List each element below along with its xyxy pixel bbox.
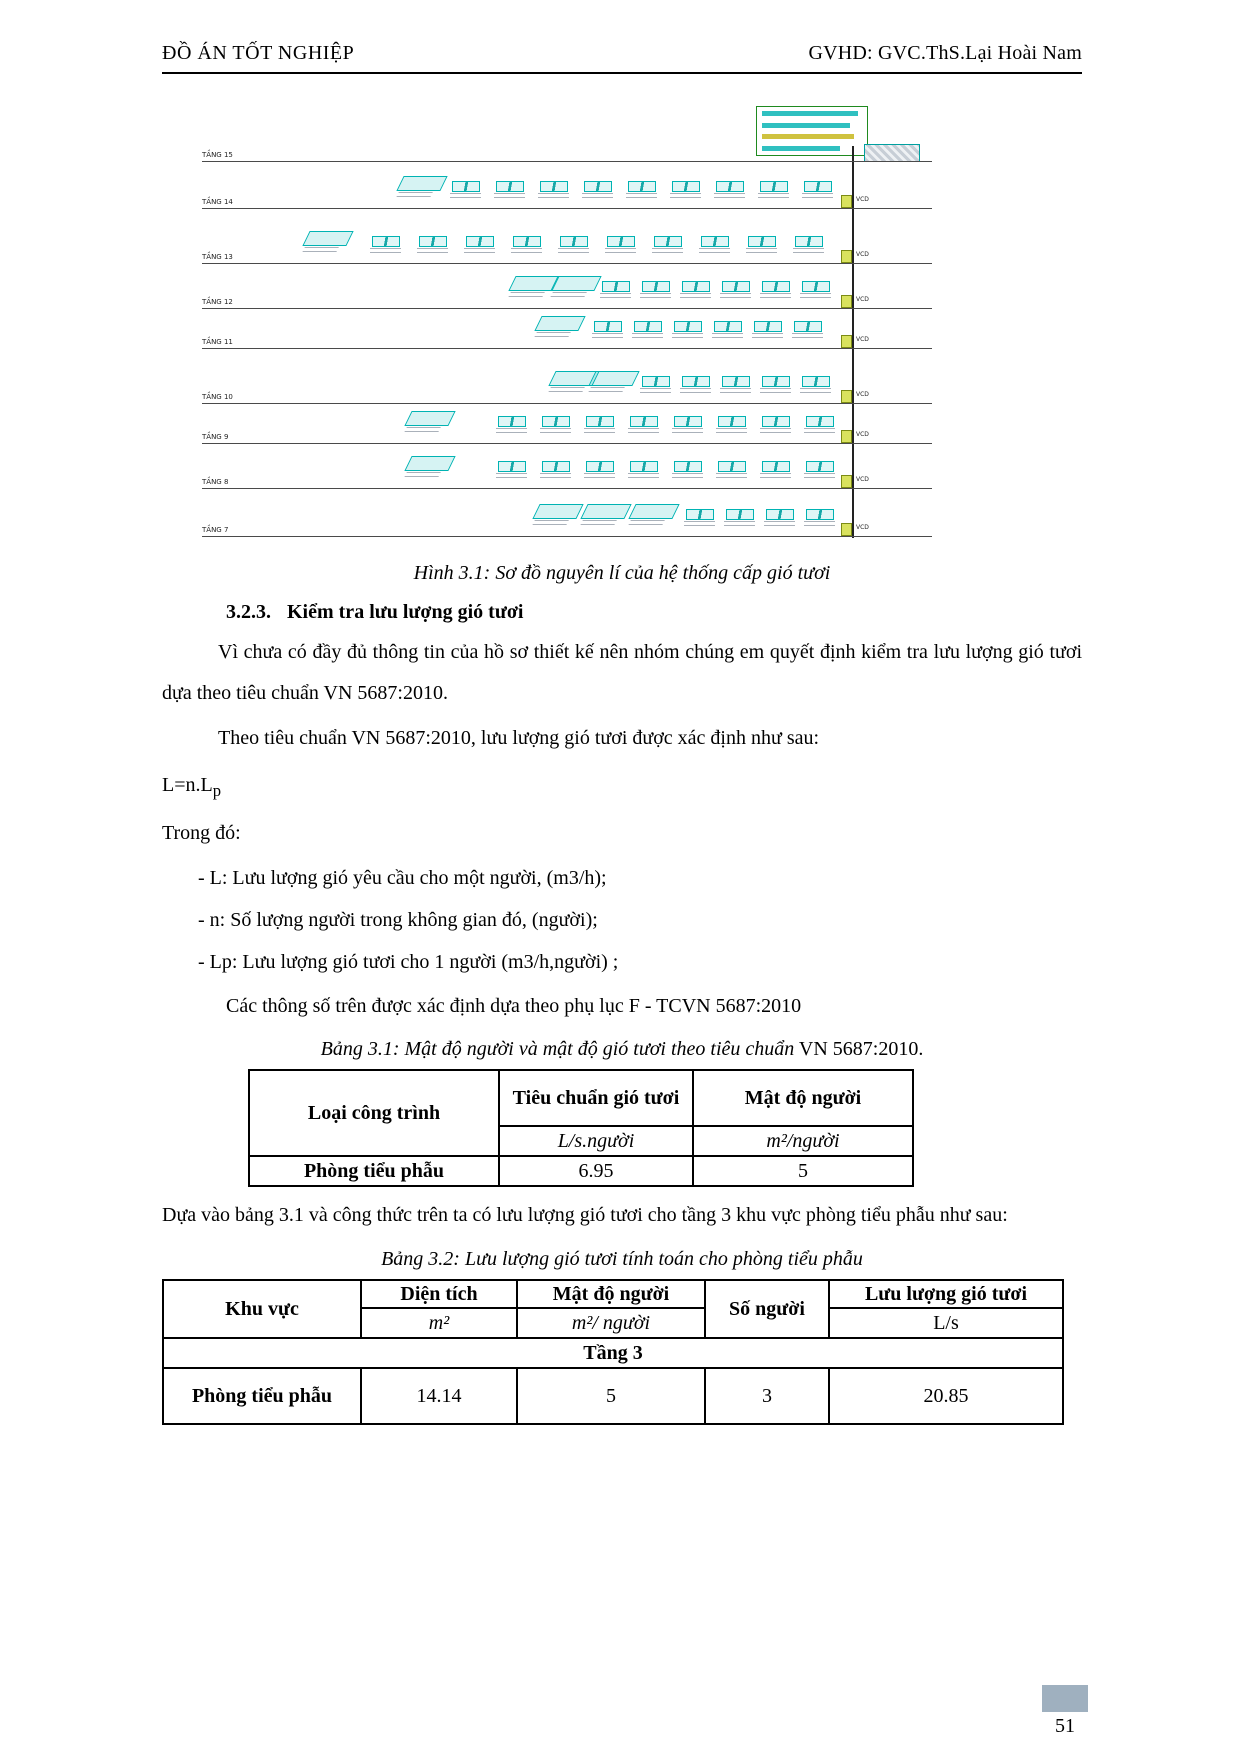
vcd-label: VCD — [856, 296, 869, 303]
vcd-damper — [841, 390, 852, 403]
vcd-damper — [841, 195, 852, 208]
vcd-damper — [841, 250, 852, 263]
indoor-unit — [466, 236, 494, 247]
schematic-diagram — [200, 106, 940, 554]
t31-unit-m2-nguoi: m²/người — [693, 1126, 913, 1156]
vcd-label: VCD — [856, 524, 869, 531]
indoor-unit — [654, 236, 682, 247]
header-advisor: GVHD: GVC.ThS.Lại Hoài Nam — [808, 42, 1082, 64]
t31-value-tieu-chuan: 6.95 — [499, 1156, 693, 1186]
indoor-unit — [674, 461, 702, 472]
indoor-unit — [634, 321, 662, 332]
vcd-damper — [841, 295, 852, 308]
indoor-unit — [714, 321, 742, 332]
t31-header-loai-cong-trinh: Loại công trình — [249, 1070, 499, 1156]
paragraph: Các thông số trên được xác định dựa theo phụ lục F - TCVN 5687:2010 — [226, 995, 802, 1018]
indoor-unit — [686, 509, 714, 520]
paragraph: Vì chưa có đầy đủ thông tin của hồ sơ thiết kế nên nhóm chúng em quyết định kiểm tra lưu lượng gió tươi dựa theo tiêu chuẩn VN 5687:2010. — [162, 641, 1082, 704]
floor-line — [202, 403, 932, 404]
indoor-unit — [682, 376, 710, 387]
indoor-unit — [748, 236, 776, 247]
floor-line — [202, 536, 932, 537]
indoor-unit — [760, 181, 788, 192]
indoor-unit — [594, 321, 622, 332]
paragraph: Trong đó: — [162, 822, 241, 845]
indoor-unit — [586, 461, 614, 472]
t32-header-luu-luong: Lưu lượng gió tươi — [829, 1280, 1063, 1308]
table-3-2 — [162, 1279, 1064, 1425]
t32-unit-dien-tich: m² — [361, 1308, 517, 1338]
t32-row-khu-vuc: Phòng tiểu phẫu — [163, 1368, 361, 1424]
indoor-unit — [762, 376, 790, 387]
indoor-unit — [766, 509, 794, 520]
indoor-unit — [682, 281, 710, 292]
floor-label: TẦNG 9 — [202, 433, 229, 441]
indoor-unit — [806, 461, 834, 472]
floor-line — [202, 263, 932, 264]
indoor-unit — [607, 236, 635, 247]
indoor-unit — [802, 376, 830, 387]
indoor-unit — [372, 236, 400, 247]
indoor-unit — [542, 416, 570, 427]
t31-unit-ls-nguoi: L/s.người — [499, 1126, 693, 1156]
indoor-unit — [498, 416, 526, 427]
table-3-1-caption — [162, 1038, 1082, 1061]
indoor-unit-large — [396, 176, 447, 191]
t32-row-so-nguoi: 3 — [705, 1368, 829, 1424]
indoor-unit-large — [404, 456, 455, 471]
t31-value-mat-do: 5 — [693, 1156, 913, 1186]
indoor-unit — [762, 461, 790, 472]
indoor-unit — [630, 461, 658, 472]
indoor-unit-large — [550, 276, 601, 291]
t32-header-khu-vuc: Khu vực — [163, 1280, 361, 1338]
t32-row-luu-luong: 20.85 — [829, 1368, 1063, 1424]
indoor-unit — [674, 321, 702, 332]
floor-line — [202, 208, 932, 209]
header-title: ĐỒ ÁN TỐT NGHIỆP — [162, 42, 355, 64]
indoor-unit — [602, 281, 630, 292]
indoor-unit — [642, 376, 670, 387]
indoor-unit — [513, 236, 541, 247]
indoor-unit — [630, 416, 658, 427]
floor-label: TẦNG 8 — [202, 478, 229, 486]
paragraph: Theo tiêu chuẩn VN 5687:2010, lưu lượng gió tươi được xác định như sau: — [218, 727, 820, 749]
indoor-unit — [754, 321, 782, 332]
indoor-unit — [586, 416, 614, 427]
indoor-unit — [794, 321, 822, 332]
footer-decoration — [1042, 1685, 1088, 1712]
formula-main: L=n.L — [162, 774, 213, 796]
indoor-unit — [726, 509, 754, 520]
indoor-unit — [718, 416, 746, 427]
indoor-unit — [452, 181, 480, 192]
floor-label: TẦNG 14 — [202, 198, 233, 206]
floor-line — [202, 348, 932, 349]
t32-row-dien-tich: 14.14 — [361, 1368, 517, 1424]
indoor-unit — [642, 281, 670, 292]
indoor-unit — [806, 416, 834, 427]
indoor-unit — [674, 416, 702, 427]
indoor-unit-large — [580, 504, 631, 519]
section-heading — [162, 601, 1082, 624]
list-item: - Lp: Lưu lượng gió tươi cho 1 người (m3/h,người) ; — [198, 951, 619, 974]
indoor-unit — [804, 181, 832, 192]
vcd-damper — [841, 475, 852, 488]
t31-header-mat-do: Mật độ người — [693, 1070, 913, 1126]
indoor-unit — [496, 181, 524, 192]
t32-unit-mat-do: m²/ người — [517, 1308, 705, 1338]
indoor-unit — [542, 461, 570, 472]
indoor-unit — [628, 181, 656, 192]
indoor-unit — [584, 181, 612, 192]
indoor-unit-large — [534, 316, 585, 331]
table-3-2-caption: Bảng 3.2: Lưu lượng gió tươi tính toán cho phòng tiểu phẫu — [381, 1248, 863, 1271]
floor-label: TẦNG 10 — [202, 393, 233, 401]
floor-label: TẦNG 15 — [202, 151, 233, 159]
floor-line — [202, 488, 932, 489]
indoor-unit — [762, 281, 790, 292]
indoor-unit-large — [628, 504, 679, 519]
t32-group-row: Tầng 3 — [163, 1338, 1063, 1368]
paragraph: Dựa vào bảng 3.1 và công thức trên ta có lưu lượng gió tươi cho tầng 3 khu vực phòng tiểu phẫu như sau: — [162, 1204, 1008, 1227]
section-number: 3.2.3. — [226, 601, 271, 623]
t31-row-label: Phòng tiểu phẫu — [249, 1156, 499, 1186]
indoor-unit — [722, 376, 750, 387]
floor-label: TẦNG 11 — [202, 338, 233, 346]
t32-unit-luu-luong: L/s — [829, 1308, 1063, 1338]
indoor-unit — [795, 236, 823, 247]
formula — [162, 765, 1082, 807]
supply-duct — [852, 146, 854, 538]
indoor-unit — [806, 509, 834, 520]
spec-line — [762, 146, 840, 151]
caption-text: Bảng 3.1: Mật độ người và mật độ gió tươi theo tiêu chuẩn — [320, 1038, 795, 1061]
figure-caption: Hình 3.1: Sơ đồ nguyên lí của hệ thống cấp gió tươi — [413, 562, 831, 584]
indoor-unit — [540, 181, 568, 192]
spec-line — [762, 134, 854, 139]
section-title: Kiểm tra lưu lượng gió tươi — [287, 601, 524, 623]
indoor-unit — [722, 281, 750, 292]
vcd-label: VCD — [856, 431, 869, 438]
floor-label: TẦNG 12 — [202, 298, 233, 306]
indoor-unit — [718, 461, 746, 472]
floor-line — [202, 308, 932, 309]
indoor-unit — [498, 461, 526, 472]
indoor-unit — [762, 416, 790, 427]
indoor-unit — [802, 281, 830, 292]
floor-label: TẦNG 7 — [202, 526, 229, 534]
list-item: - L: Lưu lượng gió yêu cầu cho một người, (m3/h); — [198, 867, 607, 890]
page-number: 51 — [1055, 1715, 1075, 1737]
vcd-label: VCD — [856, 476, 869, 483]
vcd-damper — [841, 430, 852, 443]
t32-header-dien-tich: Diện tích — [361, 1280, 517, 1308]
t31-header-tieu-chuan: Tiêu chuẩn gió tươi — [499, 1070, 693, 1126]
t32-header-mat-do: Mật độ người — [517, 1280, 705, 1308]
indoor-unit-large — [404, 411, 455, 426]
indoor-unit-large — [588, 371, 639, 386]
indoor-unit — [701, 236, 729, 247]
indoor-unit-large — [532, 504, 583, 519]
vcd-label: VCD — [856, 196, 869, 203]
list-item: - n: Số lượng người trong không gian đó, (người); — [198, 909, 598, 932]
floor-label: TẦNG 13 — [202, 253, 233, 261]
page-header — [162, 42, 1082, 74]
formula-subscript: p — [212, 781, 222, 800]
page-footer — [1042, 1685, 1088, 1738]
indoor-unit — [560, 236, 588, 247]
vcd-label: VCD — [856, 336, 869, 343]
floor-line — [202, 161, 932, 162]
t32-header-so-nguoi: Số người — [705, 1280, 829, 1338]
spec-line — [762, 111, 858, 116]
table-3-1 — [248, 1069, 914, 1187]
spec-line — [762, 123, 850, 128]
pau-unit — [864, 144, 920, 162]
indoor-unit-large — [302, 231, 353, 246]
vcd-label: VCD — [856, 251, 869, 258]
vcd-damper — [841, 335, 852, 348]
indoor-unit — [419, 236, 447, 247]
vcd-label: VCD — [856, 391, 869, 398]
caption-tail: VN 5687:2010. — [794, 1038, 924, 1061]
vcd-damper — [841, 523, 852, 536]
t32-row-mat-do: 5 — [517, 1368, 705, 1424]
indoor-unit — [716, 181, 744, 192]
floor-line — [202, 443, 932, 444]
indoor-unit — [672, 181, 700, 192]
